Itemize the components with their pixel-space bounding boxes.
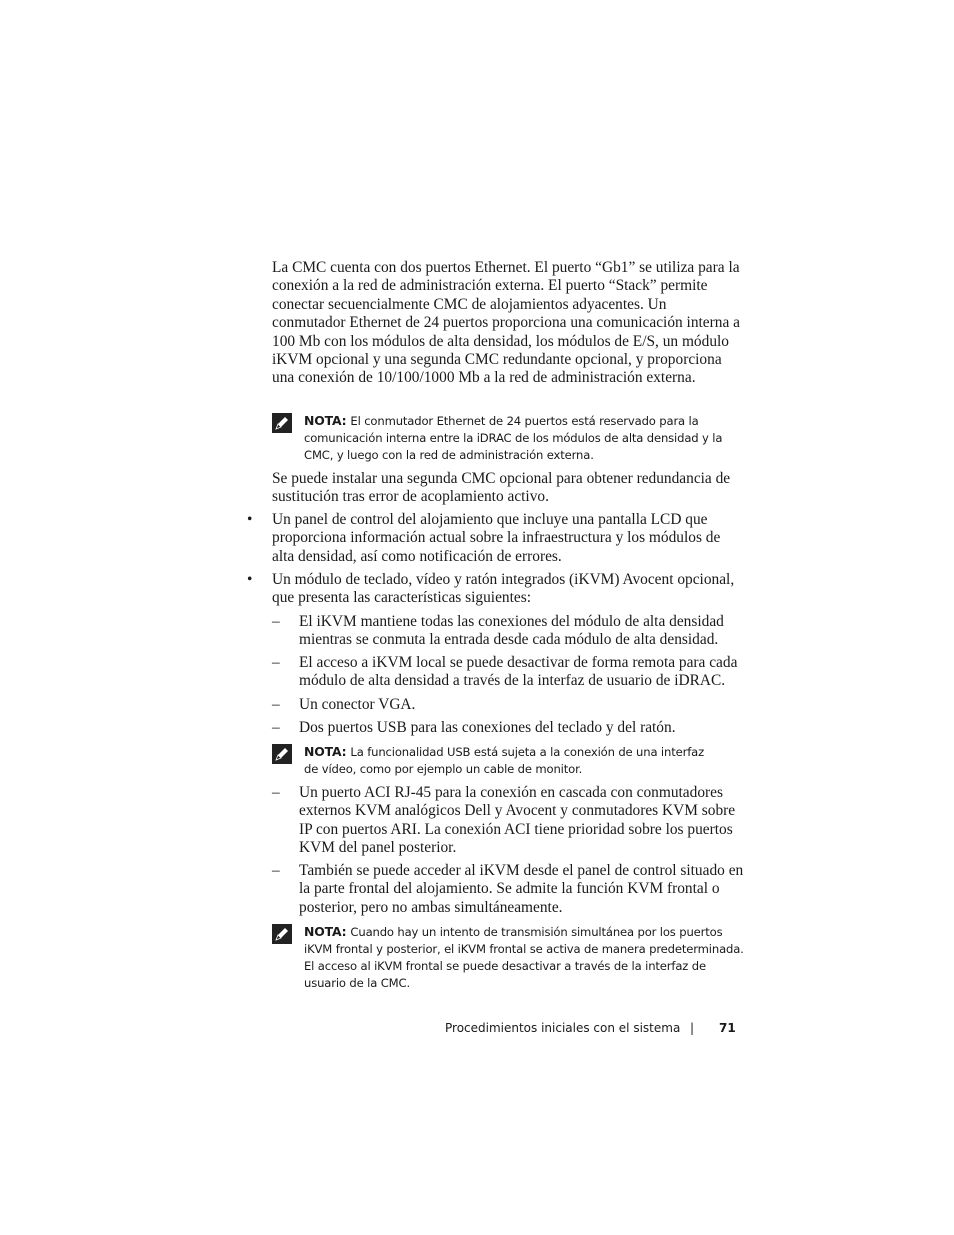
note-1-text: El conmutador Ethernet de 24 puertos está reservado para la comunicación interna entre la iDRAC de los módulos de alta densidad y la CMC, y luego con la red de administración externa.	[304, 414, 723, 462]
pencil-note-icon	[272, 413, 292, 433]
bullet-item-control-panel: Un panel de control del alojamiento que incluye una pantalla LCD que proporciona información actual sobre la infraestructura y los módulos de alta densidad, así como notificación de errores.	[272, 511, 721, 565]
pencil-note-icon	[272, 924, 292, 944]
dash-marker: –	[272, 654, 280, 671]
dash-marker: –	[272, 696, 280, 713]
subitem-local-access: El acceso a iKVM local se puede desactivar de forma remota para cada módulo de alta densidad a través de la interfaz de usuario de iDRAC.	[299, 654, 738, 690]
subitem-vga: Un conector VGA.	[299, 696, 416, 713]
note-3-label: NOTA:	[304, 924, 347, 939]
note-3-text: Cuando hay un intento de transmisión simultánea por los puertos iKVM frontal y posterior, el iKVM frontal se activa de manera predeterminada. El acceso al iKVM frontal se puede desactivar a través de la interfaz de usuario de la CMC.	[304, 925, 744, 990]
dash-marker: –	[272, 862, 280, 879]
dash-marker: –	[272, 784, 280, 801]
second-cmc-paragraph: Se puede instalar una segunda CMC opcional para obtener redundancia de sustitución tras error de acoplamiento activo.	[272, 470, 731, 506]
subitem-usb: Dos puertos USB para las conexiones del teclado y del ratón.	[299, 719, 676, 736]
subitem-front-panel: También se puede acceder al iKVM desde el panel de control situado en la parte frontal del alojamiento. Se admite la función KVM frontal o posterior, pero no ambas simultáneamente.	[299, 862, 744, 916]
footer-section-title: Procedimientos iniciales con el sistema	[445, 1021, 681, 1035]
page-number: 71	[719, 1021, 736, 1035]
footer-separator: |	[690, 1021, 695, 1035]
subitem-connections: El iKVM mantiene todas las conexiones del módulo de alta densidad mientras se conmuta la entrada desde cada módulo de alta densidad.	[299, 613, 724, 649]
dash-marker: –	[272, 719, 280, 736]
bullet-marker: •	[247, 511, 253, 528]
note-2-label: NOTA:	[304, 744, 347, 759]
note-1	[304, 412, 744, 464]
note-2	[304, 743, 704, 778]
note-1-label: NOTA:	[304, 413, 347, 428]
bullet-marker: •	[247, 571, 253, 588]
intro-paragraph: La CMC cuenta con dos puertos Ethernet. El puerto “Gb1” se utiliza para la conexión a la red de administración externa. El puerto “Stack” permite conectar secuencialmente CMC de alojamientos adyacentes. Un conmutador Ethernet de 24 puertos proporciona una comunicación interna a 100 Mb con los módulos de alta densidad, los módulos de E/S, un módulo iKVM opcional y una segunda CMC redundante opcional, y proporciona una conexión de 10/100/1000 Mb a la red de administración externa.	[272, 259, 740, 387]
bullet-item-ikvm: Un módulo de teclado, vídeo y ratón integrados (iKVM) Avocent opcional, que presenta las características siguientes:	[272, 571, 735, 607]
note-3	[304, 923, 744, 992]
subitem-aci-port: Un puerto ACI RJ-45 para la conexión en cascada con conmutadores externos KVM analógicos Dell y Avocent y conmutadores KVM sobre IP con puertos ARI. La conexión ACI tiene prioridad sobre los puertos KVM del panel posterior.	[299, 784, 736, 857]
pencil-note-icon	[272, 744, 292, 764]
note-2-text: La funcionalidad USB está sujeta a la conexión de una interfaz de vídeo, como por ejemplo un cable de monitor.	[304, 745, 705, 776]
dash-marker: –	[272, 613, 280, 630]
